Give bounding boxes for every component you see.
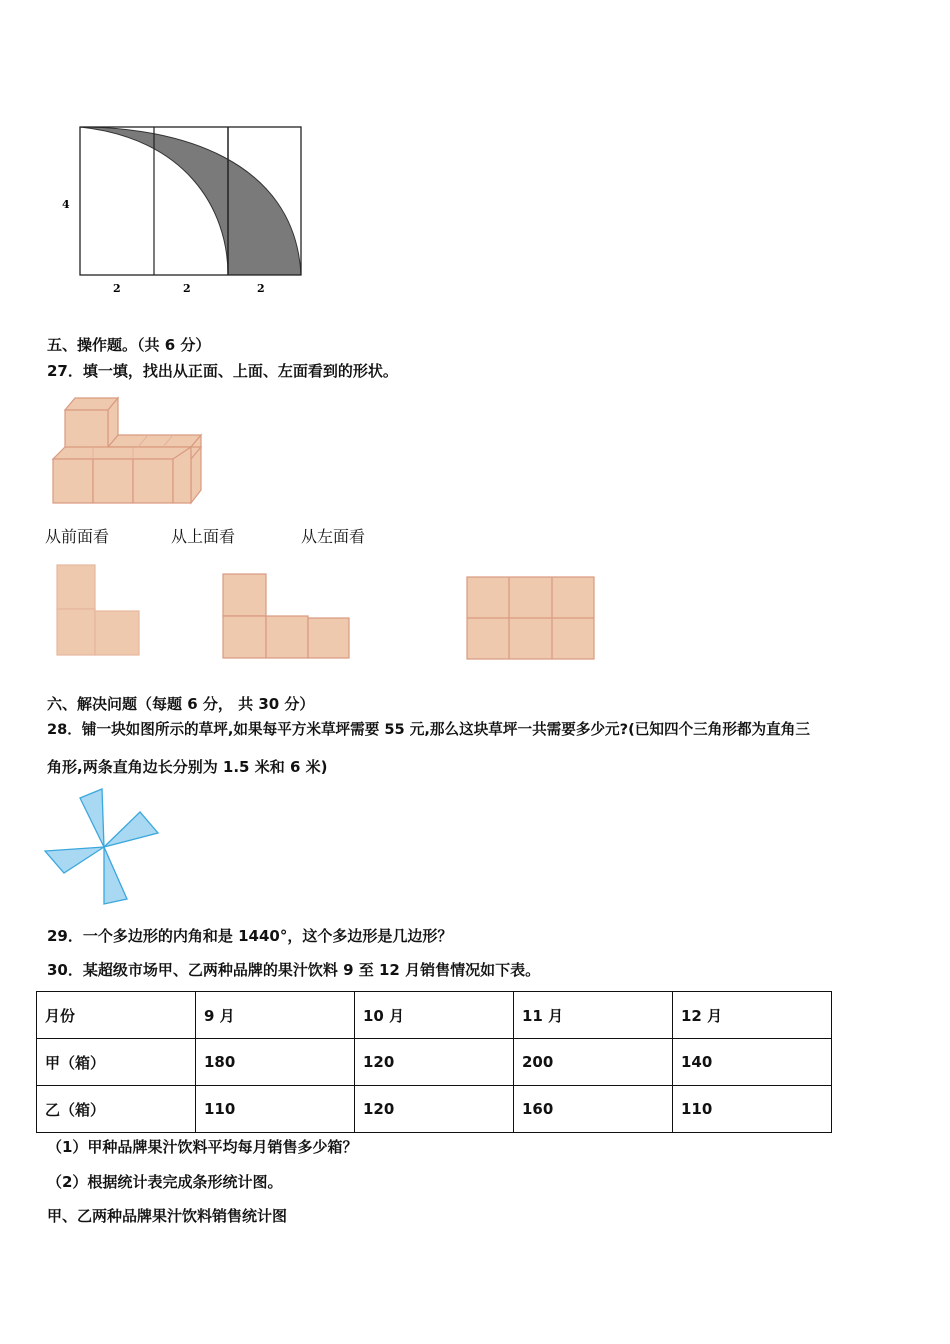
section-5-heading: 五、操作题。（共 6 分）	[47, 336, 211, 354]
section-6-heading: 六、解决问题（每题 6 分， 共 30 分）	[47, 695, 315, 713]
table-cell: 月份	[37, 992, 196, 1039]
table-header-row	[37, 992, 832, 1039]
cube-stack-figure	[48, 395, 208, 510]
table-cell: 乙（箱）	[37, 1086, 196, 1133]
table-cell: 110	[673, 1086, 832, 1133]
label-view-top: 从上面看	[171, 527, 236, 546]
left-view-figure	[462, 573, 602, 663]
label-view-left: 从左面看	[301, 527, 366, 546]
shaded-region	[80, 127, 301, 275]
top-view-figure	[218, 570, 358, 665]
question-27: 27．填一填，找出从正面、上面、左面看到的形状。	[47, 362, 398, 380]
sub-question-2: （2）根据统计表完成条形统计图。	[47, 1173, 283, 1191]
question-28-line-2: 角形,两条直角边长分别为 1.5 米和 6 米)	[47, 758, 328, 776]
sub-question-1: （1）甲种品牌果汁饮料平均每月销售多少箱？	[47, 1138, 358, 1156]
pinwheel-lawn-figure	[42, 785, 167, 910]
label-width-1: 2	[113, 282, 121, 295]
label-view-front: 从前面看	[45, 527, 110, 546]
table-cell: 110	[196, 1086, 355, 1133]
table-cell: 160	[514, 1086, 673, 1133]
table-cell: 200	[514, 1039, 673, 1086]
table-row	[37, 1086, 832, 1133]
question-29: 29．一个多边形的内角和是 1440°，这个多边形是几边形？	[47, 927, 453, 945]
table-cell: 9 月	[196, 992, 355, 1039]
question-30: 30．某超级市场甲、乙两种品牌的果汁饮料 9 至 12 月销售情况如下表。	[47, 961, 541, 979]
table-cell: 11 月	[514, 992, 673, 1039]
table-cell: 140	[673, 1039, 832, 1086]
label-height: 4	[62, 198, 70, 211]
table-row	[37, 1039, 832, 1086]
table-cell: 甲（箱）	[37, 1039, 196, 1086]
shaded-arc-figure	[55, 118, 315, 303]
table-cell: 120	[355, 1039, 514, 1086]
table-cell: 180	[196, 1039, 355, 1086]
chart-title: 甲、乙两种品牌果汁饮料销售统计图	[47, 1207, 288, 1225]
table-cell: 10 月	[355, 992, 514, 1039]
table-cell: 12 月	[673, 992, 832, 1039]
front-view-figure	[52, 562, 147, 662]
label-width-2: 2	[183, 282, 191, 295]
sales-table	[36, 991, 832, 1133]
label-width-3: 2	[257, 282, 265, 295]
table-cell: 120	[355, 1086, 514, 1133]
question-28-line-1: 28．铺一块如图所示的草坪,如果每平方米草坪需要 55 元,那么这块草坪一共需要多少元?(已知四个三角形都为直角三	[47, 721, 810, 738]
